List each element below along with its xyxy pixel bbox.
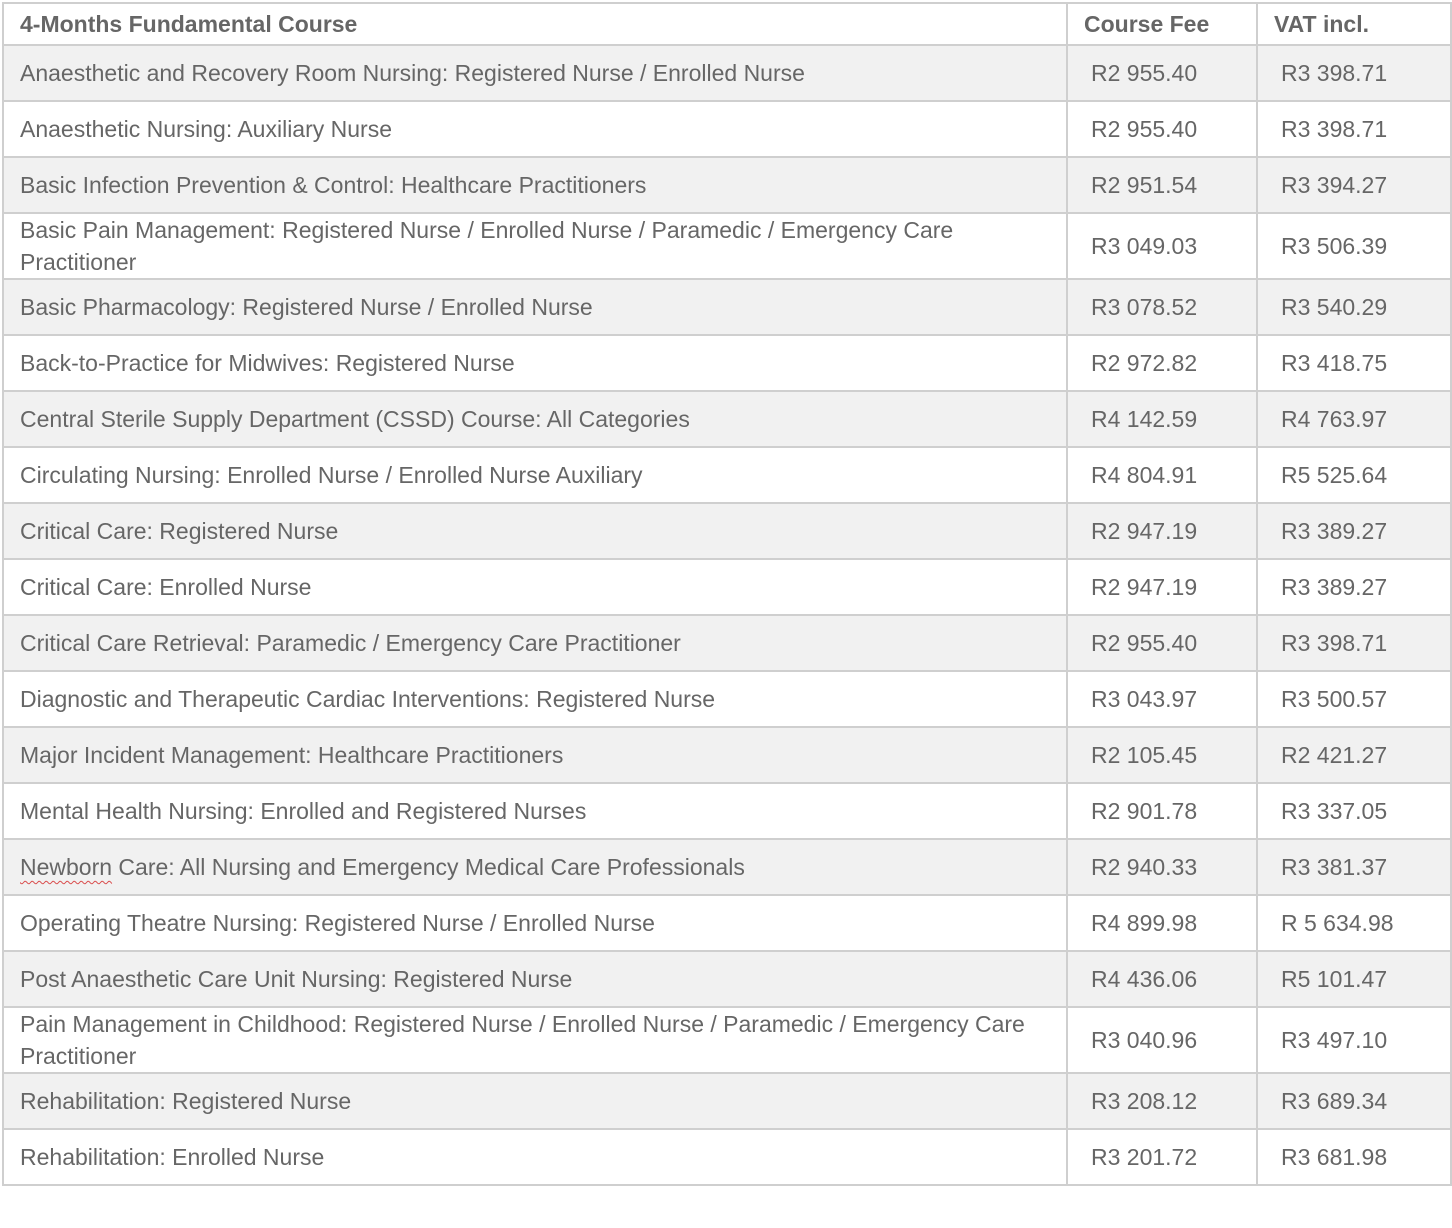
table-header-row	[3, 3, 1451, 45]
vat-incl-cell: R3 389.27	[1257, 559, 1451, 615]
table-row	[3, 157, 1451, 213]
course-fee-table	[2, 2, 1452, 1186]
header-course-fee: Course Fee	[1067, 3, 1257, 45]
table-row	[3, 839, 1451, 895]
course-fee-cell: R2 955.40	[1067, 101, 1257, 157]
course-name-cell: Pain Management in Childhood: Registered Nurse / Enrolled Nurse / Paramedic / Emergency Care Practitioner	[3, 1007, 1067, 1073]
course-fee-cell: R3 078.52	[1067, 279, 1257, 335]
course-name-cell: Anaesthetic Nursing: Auxiliary Nurse	[3, 101, 1067, 157]
table-row	[3, 279, 1451, 335]
course-name-cell: Operating Theatre Nursing: Registered Nurse / Enrolled Nurse	[3, 895, 1067, 951]
vat-incl-cell: R3 681.98	[1257, 1129, 1451, 1185]
course-name-cell: Critical Care: Enrolled Nurse	[3, 559, 1067, 615]
course-fee-cell: R4 436.06	[1067, 951, 1257, 1007]
course-name-cell: Anaesthetic and Recovery Room Nursing: Registered Nurse / Enrolled Nurse	[3, 45, 1067, 101]
course-name-cell: Critical Care: Registered Nurse	[3, 503, 1067, 559]
course-name-cell: Central Sterile Supply Department (CSSD) Course: All Categories	[3, 391, 1067, 447]
course-fee-cell: R3 208.12	[1067, 1073, 1257, 1129]
vat-incl-cell: R4 763.97	[1257, 391, 1451, 447]
vat-incl-cell: R2 421.27	[1257, 727, 1451, 783]
table-row	[3, 727, 1451, 783]
vat-incl-cell: R5 525.64	[1257, 447, 1451, 503]
vat-incl-cell: R3 381.37	[1257, 839, 1451, 895]
table-row	[3, 391, 1451, 447]
table-row	[3, 1007, 1451, 1073]
course-name-rest: Care: All Nursing and Emergency Medical Care Professionals	[112, 854, 745, 880]
table-row	[3, 783, 1451, 839]
vat-incl-cell: R3 540.29	[1257, 279, 1451, 335]
course-fee-cell: R2 940.33	[1067, 839, 1257, 895]
vat-incl-cell: R3 389.27	[1257, 503, 1451, 559]
header-vat-incl: VAT incl.	[1257, 3, 1451, 45]
table-row	[3, 101, 1451, 157]
course-fee-cell: R2 901.78	[1067, 783, 1257, 839]
table-row	[3, 559, 1451, 615]
course-name-cell: Diagnostic and Therapeutic Cardiac Interventions: Registered Nurse	[3, 671, 1067, 727]
header-course: 4-Months Fundamental Course	[3, 3, 1067, 45]
course-fee-cell: R2 951.54	[1067, 157, 1257, 213]
course-fee-cell: R3 201.72	[1067, 1129, 1257, 1185]
table-row	[3, 503, 1451, 559]
table-row	[3, 1073, 1451, 1129]
vat-incl-cell: R3 506.39	[1257, 213, 1451, 279]
vat-incl-cell: R5 101.47	[1257, 951, 1451, 1007]
course-name-cell: Basic Infection Prevention & Control: Healthcare Practitioners	[3, 157, 1067, 213]
course-name-cell: Circulating Nursing: Enrolled Nurse / Enrolled Nurse Auxiliary	[3, 447, 1067, 503]
vat-incl-cell: R3 398.71	[1257, 615, 1451, 671]
table-row	[3, 447, 1451, 503]
course-name-cell: Rehabilitation: Registered Nurse	[3, 1073, 1067, 1129]
vat-incl-cell: R3 398.71	[1257, 45, 1451, 101]
course-fee-cell: R2 955.40	[1067, 615, 1257, 671]
course-name-cell: Mental Health Nursing: Enrolled and Registered Nurses	[3, 783, 1067, 839]
table-row	[3, 671, 1451, 727]
course-name-cell: Major Incident Management: Healthcare Practitioners	[3, 727, 1067, 783]
vat-incl-cell: R3 500.57	[1257, 671, 1451, 727]
course-name-cell: Critical Care Retrieval: Paramedic / Emergency Care Practitioner	[3, 615, 1067, 671]
course-fee-cell: R2 105.45	[1067, 727, 1257, 783]
course-fee-cell: R2 947.19	[1067, 559, 1257, 615]
vat-incl-cell: R3 394.27	[1257, 157, 1451, 213]
table-row	[3, 45, 1451, 101]
table-row	[3, 895, 1451, 951]
course-fee-cell: R4 804.91	[1067, 447, 1257, 503]
course-name-cell: Post Anaesthetic Care Unit Nursing: Registered Nurse	[3, 951, 1067, 1007]
course-name-cell: Back-to-Practice for Midwives: Registered Nurse	[3, 335, 1067, 391]
course-fee-cell: R2 947.19	[1067, 503, 1257, 559]
course-name-cell: Basic Pain Management: Registered Nurse / Enrolled Nurse / Paramedic / Emergency Care Practitioner	[3, 213, 1067, 279]
table-row	[3, 213, 1451, 279]
course-fee-cell: R3 049.03	[1067, 213, 1257, 279]
course-name-cell: Rehabilitation: Enrolled Nurse	[3, 1129, 1067, 1185]
vat-incl-cell: R3 497.10	[1257, 1007, 1451, 1073]
table-row	[3, 335, 1451, 391]
vat-incl-cell: R3 689.34	[1257, 1073, 1451, 1129]
vat-incl-cell: R 5 634.98	[1257, 895, 1451, 951]
table-row	[3, 615, 1451, 671]
vat-incl-cell: R3 398.71	[1257, 101, 1451, 157]
table-row	[3, 951, 1451, 1007]
table-row	[3, 1129, 1451, 1185]
vat-incl-cell: R3 418.75	[1257, 335, 1451, 391]
spellcheck-flagged-word: Newborn	[20, 854, 113, 880]
course-fee-cell: R2 972.82	[1067, 335, 1257, 391]
course-fee-cell: R2 955.40	[1067, 45, 1257, 101]
course-fee-cell: R4 142.59	[1067, 391, 1257, 447]
course-fee-cell: R4 899.98	[1067, 895, 1257, 951]
course-fee-cell: R3 040.96	[1067, 1007, 1257, 1073]
vat-incl-cell: R3 337.05	[1257, 783, 1451, 839]
course-name-cell	[3, 839, 1067, 895]
course-fee-cell: R3 043.97	[1067, 671, 1257, 727]
course-name-cell: Basic Pharmacology: Registered Nurse / Enrolled Nurse	[3, 279, 1067, 335]
